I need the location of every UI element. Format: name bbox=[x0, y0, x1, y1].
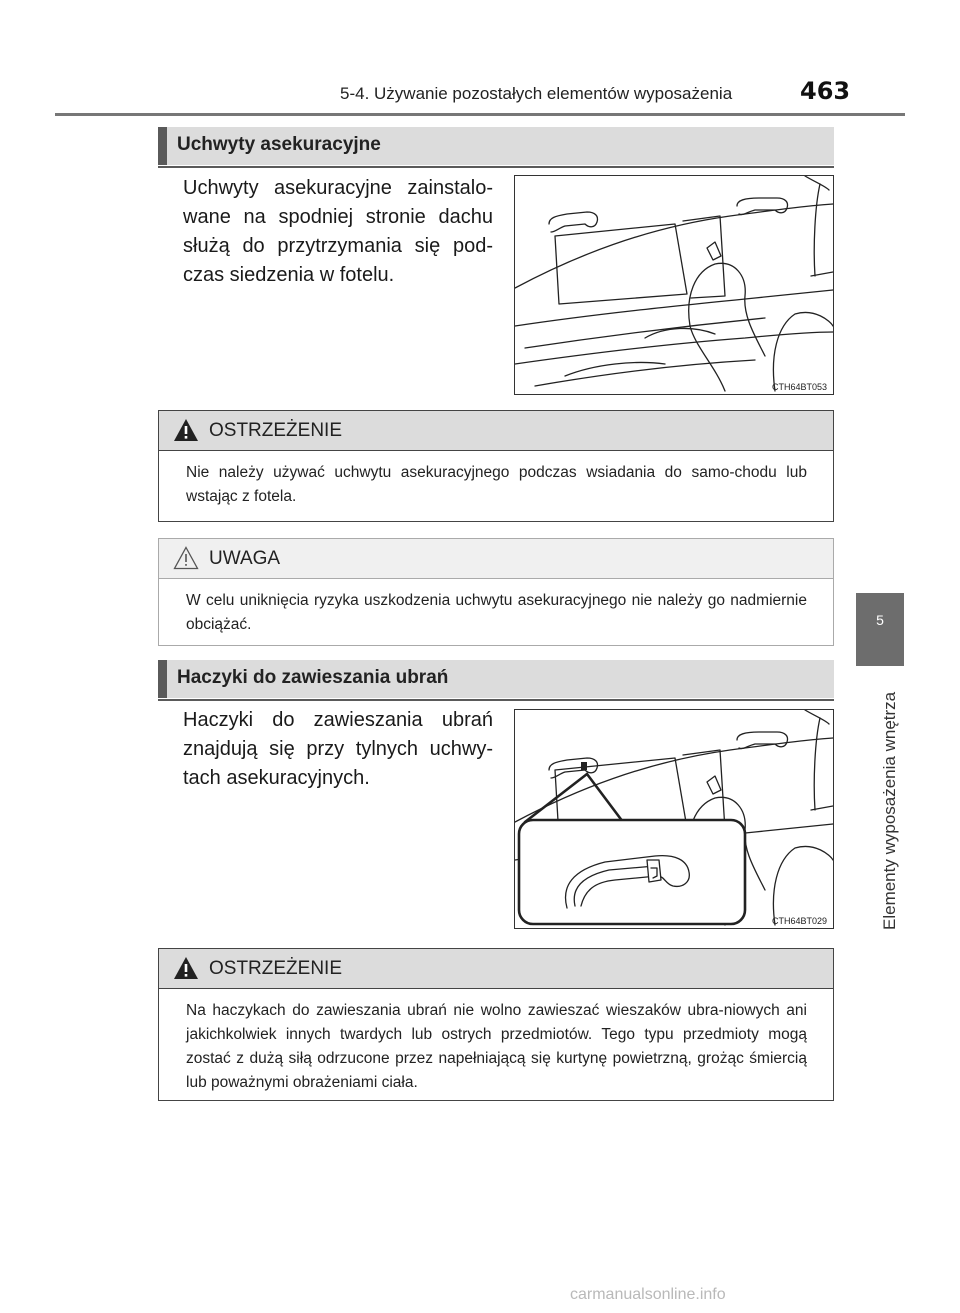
coat-hook-illustration bbox=[514, 709, 834, 929]
chapter-tab-number: 5 bbox=[876, 612, 884, 628]
caution-triangle-icon bbox=[173, 546, 199, 570]
page-number: 463 bbox=[800, 77, 851, 105]
watermark: carmanualsonline.info bbox=[570, 1286, 726, 1303]
warning-title: OSTRZEŻENIE bbox=[209, 420, 343, 441]
warning-text: Nie należy używać uchwytu asekuracyjnego podczas wsiadania do samo-chodu lub wstając z fotela. bbox=[186, 464, 807, 505]
header-divider bbox=[55, 113, 905, 116]
section-text-coat-hooks: Haczyki do zawieszania ubrań znajdują się przy tylnych uchwy-tach asekuracyjnych. bbox=[183, 709, 493, 789]
caution-text: W celu uniknięcia ryzyka uszkodzenia uchwytu asekuracyjnego nie należy go nadmiernie obciążać. bbox=[186, 592, 807, 633]
warning-box-assist-grip bbox=[158, 410, 834, 522]
caution-box-assist-grip bbox=[158, 538, 834, 646]
figure-code: CTH64BT029 bbox=[771, 916, 827, 926]
section-heading-assist-grips: Uchwyty asekuracyjne bbox=[158, 127, 834, 165]
figure-code: CTH64BT053 bbox=[771, 382, 827, 392]
warning-box-coat-hooks bbox=[158, 948, 834, 1101]
assist-grip-illustration bbox=[514, 175, 834, 395]
warning-triangle-icon bbox=[173, 956, 199, 980]
caution-title: UWAGA bbox=[209, 548, 281, 569]
warning-header bbox=[159, 411, 833, 451]
chapter-tab-label: Elementy wyposażenia wnętrza bbox=[880, 691, 899, 930]
warning-header bbox=[159, 949, 833, 989]
warning-triangle-icon bbox=[173, 418, 199, 442]
caution-header bbox=[159, 539, 833, 579]
warning-text: Na haczykach do zawieszania ubrań nie wolno zawieszać wieszaków ubra-niowych ani jakichkolwiek innych twardych lub ostrych przedmiotów. Tego typu przedmioty mogą zostać z dużą siłą odrzucone przez napełniającą się kurtynę powietrzną, grożąc śmiercią lub poważnymi obrażeniami ciała. bbox=[186, 1002, 807, 1091]
section-heading-coat-hooks: Haczyki do zawieszania ubrań bbox=[158, 660, 834, 698]
section-text-assist-grips: Uchwyty asekuracyjne zainstalo-wane na spodniej stronie dachu służą do przytrzymania się pod-czas siedzenia w fotelu. bbox=[183, 177, 493, 286]
chapter-title: 5-4. Używanie pozostałych elementów wyposażenia bbox=[340, 84, 733, 103]
chapter-tab bbox=[856, 593, 904, 666]
warning-title: OSTRZEŻENIE bbox=[209, 958, 343, 979]
